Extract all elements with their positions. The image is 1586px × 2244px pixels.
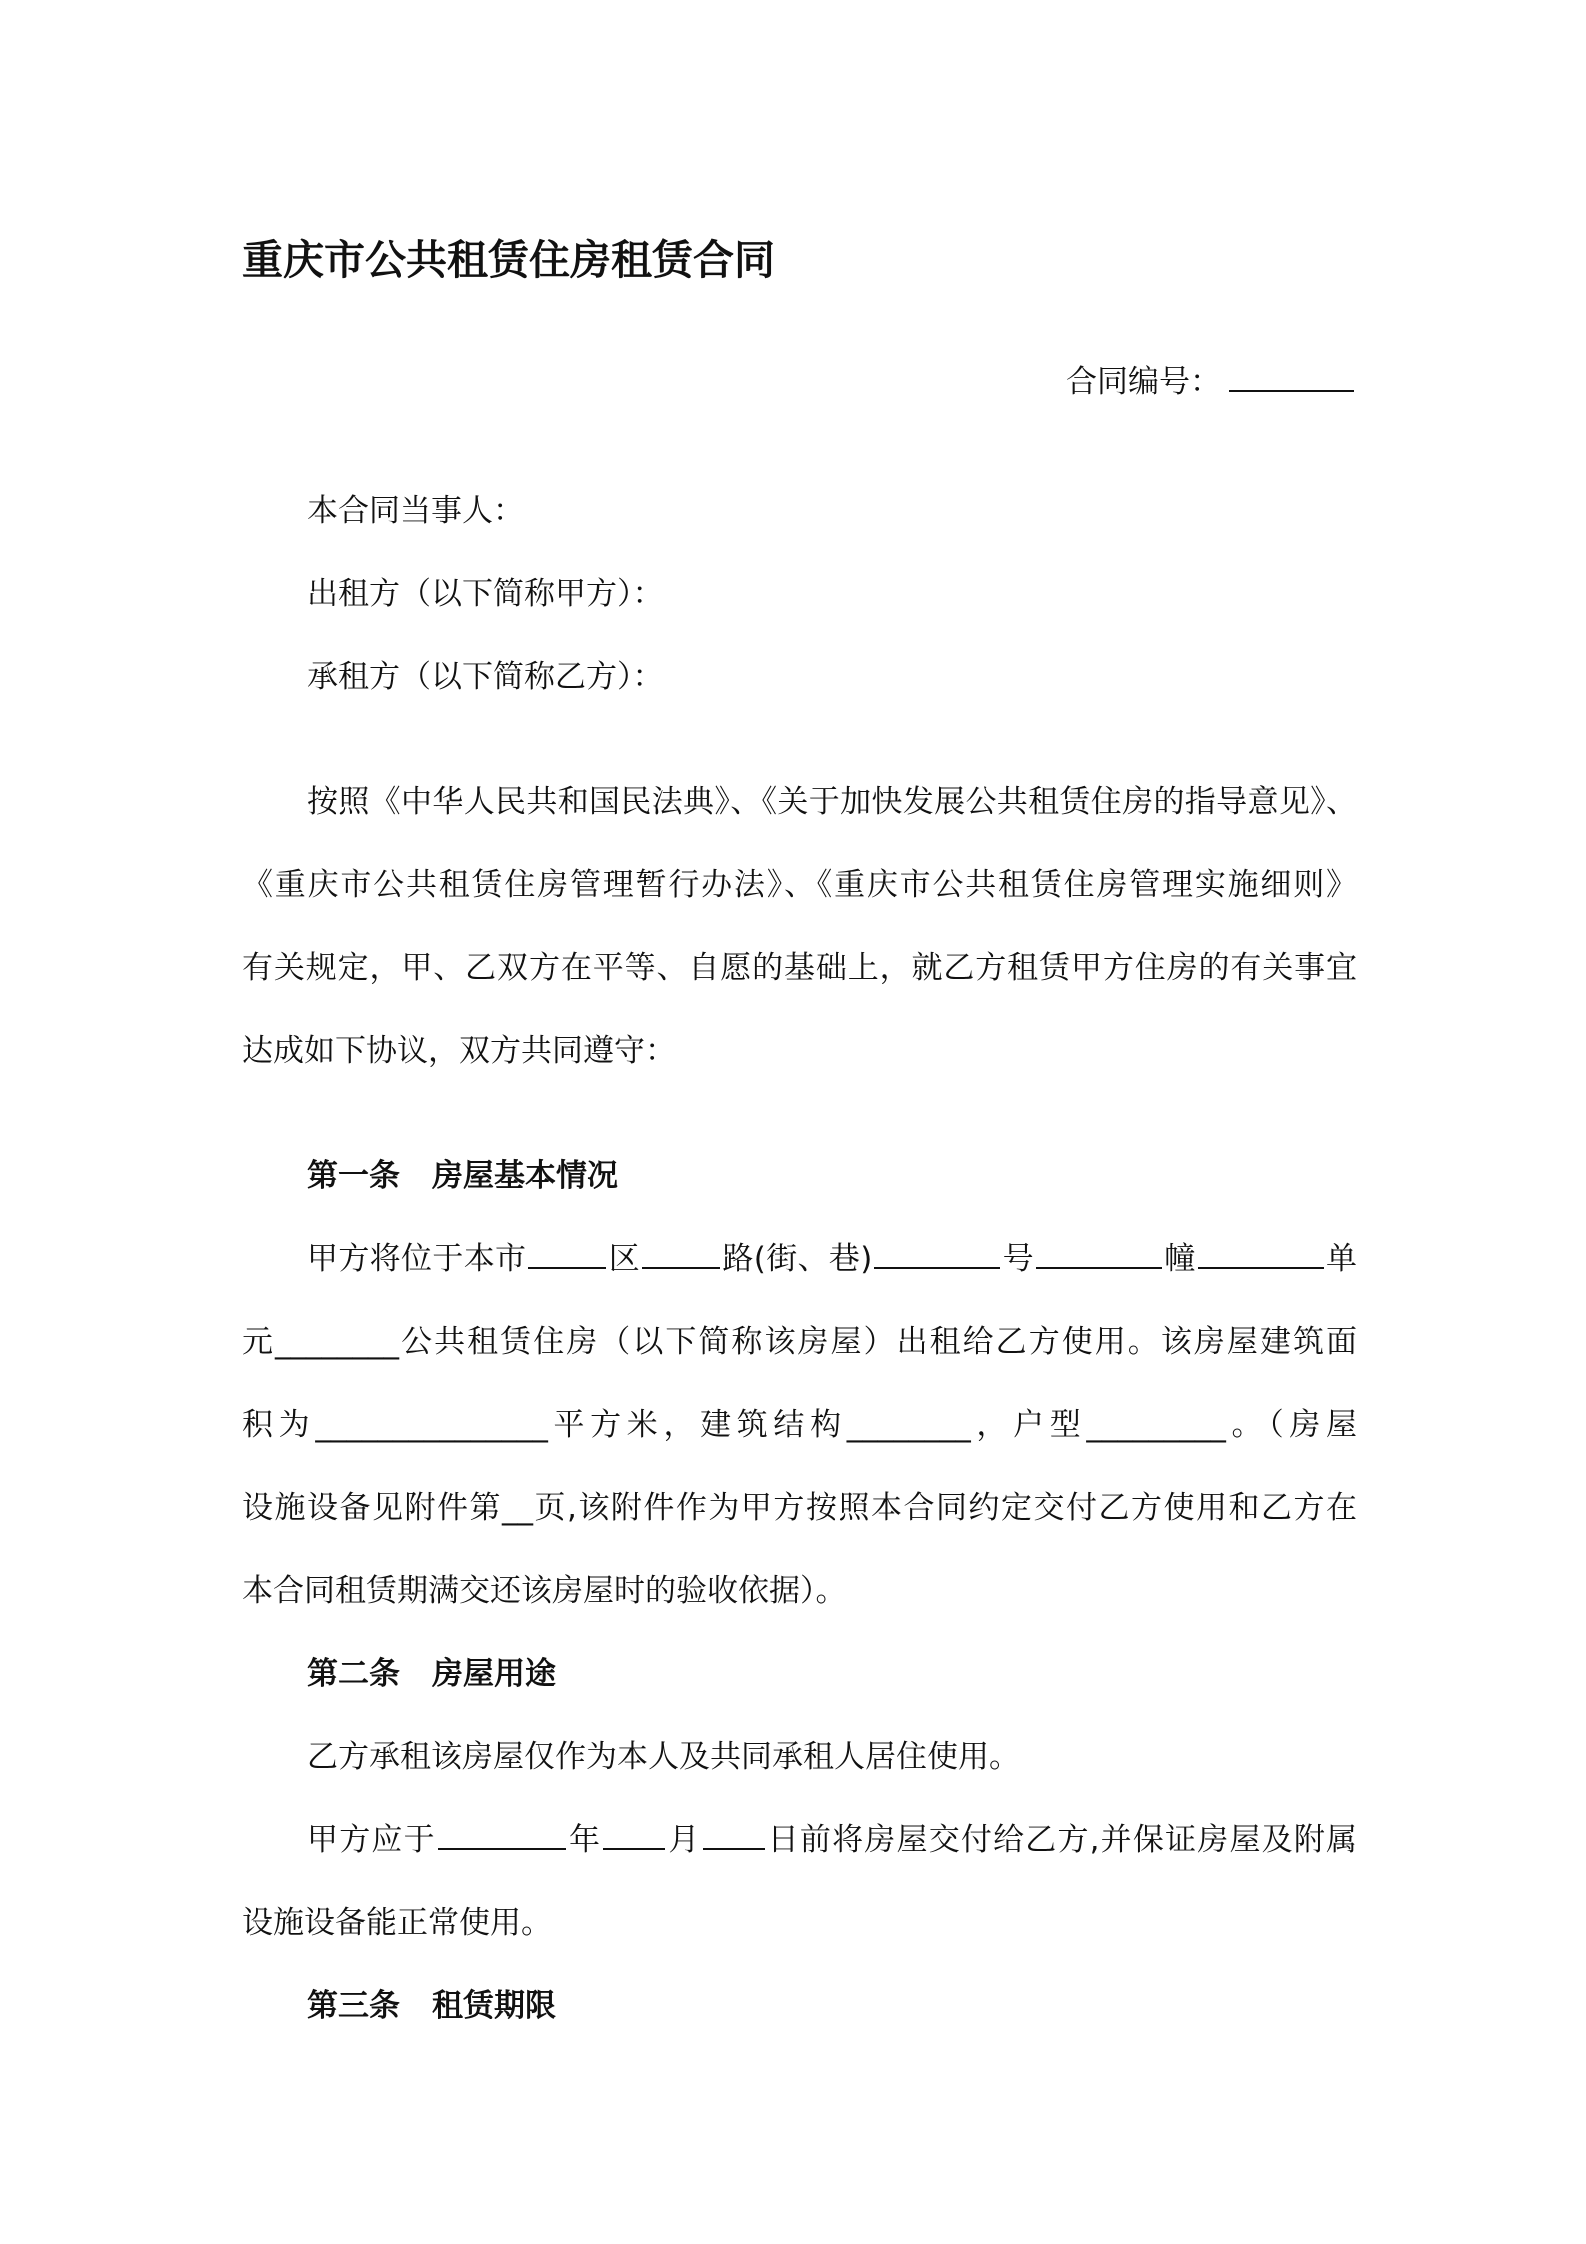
text-segment: 积为: [242, 1407, 316, 1443]
text-segment: 设施设备见附件第: [242, 1490, 503, 1526]
document-title: 重庆市公共租赁住房租赁合同: [242, 236, 775, 284]
text-segment: 月: [667, 1822, 701, 1858]
text-segment: 号: [1002, 1241, 1034, 1277]
room-blank: ________: [275, 1324, 400, 1360]
preamble-line-1: 按照《中华人民共和国民法典》、《关于加快发展公共租赁住房的指导意见》、: [307, 784, 1357, 820]
article-2-heading: [307, 1633, 1357, 1716]
text-segment: 日前将房屋交付给乙方,并保证房屋及附属: [766, 1822, 1358, 1858]
lessor-line: 出租方（以下简称甲方）：: [307, 576, 664, 612]
article-3-heading: [307, 1965, 1357, 2048]
road-blank: [642, 1236, 720, 1269]
lessee-line: 承租方（以下简称乙方）：: [307, 659, 664, 695]
preamble-line-3: 有关规定，甲、乙双方在平等、自愿的基础上，就乙方租赁甲方住房的有关事宜: [242, 950, 1357, 986]
year-blank: [438, 1817, 566, 1850]
article-1-title: 房屋基本情况: [432, 1158, 618, 1194]
structure-blank: ________: [846, 1407, 971, 1443]
text-segment: 元: [242, 1324, 276, 1360]
area-blank: _______________: [315, 1407, 548, 1443]
contract-number-label: 合同编号：: [1066, 364, 1221, 400]
article-1-line-2: [242, 1301, 1357, 1384]
text-segment: 页,该附件作为甲方按照本合同约定交付乙方使用和乙方在: [533, 1490, 1358, 1526]
month-blank: [603, 1817, 665, 1850]
text-segment: 甲方将位于本市: [307, 1241, 527, 1277]
article-1-line-4: [242, 1467, 1357, 1550]
article-1-number: 第一条: [307, 1158, 400, 1194]
district-blank: [528, 1236, 606, 1269]
article-1-line-5: 本合同租赁期满交还该房屋时的验收依据）。: [242, 1573, 847, 1609]
text-segment: 甲方应于: [307, 1822, 436, 1858]
article-2-number: 第二条: [307, 1656, 400, 1692]
parties-intro: 本合同当事人：: [307, 493, 524, 529]
text-segment: 公共租赁住房（以下简称该房屋）出租给乙方使用。该房屋建筑面: [399, 1324, 1358, 1360]
day-blank: [703, 1817, 765, 1850]
text-segment: 单: [1325, 1241, 1358, 1277]
article-1-line-1: [307, 1218, 1357, 1301]
page-blank: __: [502, 1490, 534, 1526]
unit-blank: [1198, 1236, 1324, 1269]
text-segment: 年: [567, 1822, 602, 1858]
article-2-paragraph-2: [307, 1799, 1357, 1882]
text-segment: ，户型: [970, 1407, 1087, 1443]
article-3-title: 租赁期限: [432, 1988, 556, 2024]
preamble-line-2: 《重庆市公共租赁住房管理暂行办法》、《重庆市公共租赁住房管理实施细则》: [242, 867, 1357, 903]
article-1-heading: [307, 1135, 1357, 1218]
text-segment: 路(街、巷): [722, 1241, 873, 1277]
article-2-paragraph-3: 设施设备能正常使用。: [242, 1905, 552, 1941]
text-segment: 。（房屋: [1225, 1407, 1358, 1443]
article-2-paragraph-1: 乙方承租该房屋仅作为本人及共同承租人居住使用。: [307, 1739, 1020, 1775]
contract-number: [1066, 358, 1356, 406]
article-3-number: 第三条: [307, 1988, 400, 2024]
text-segment: 区: [608, 1241, 641, 1277]
preamble-line-4: 达成如下协议，双方共同遵守：: [242, 1033, 676, 1069]
text-segment: 平方米，建筑结构: [547, 1407, 847, 1443]
text-segment: 幢: [1164, 1241, 1196, 1277]
article-2-title: 房屋用途: [432, 1656, 556, 1692]
layout-blank: _________: [1086, 1407, 1226, 1443]
article-1-line-3: [242, 1384, 1357, 1467]
building-blank: [1036, 1236, 1162, 1269]
contract-number-blank: [1229, 359, 1354, 392]
number-blank: [874, 1236, 1000, 1269]
